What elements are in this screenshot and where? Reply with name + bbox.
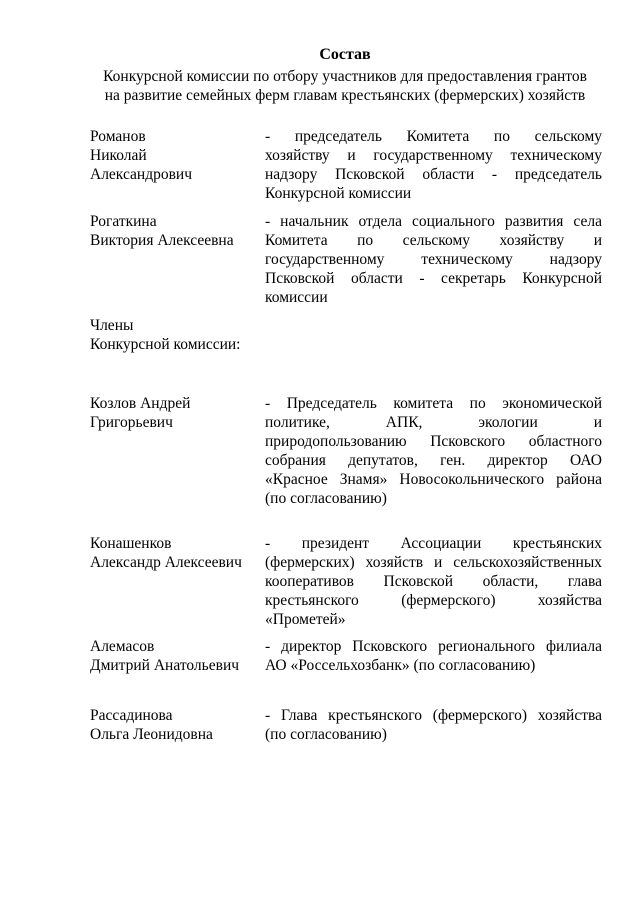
member-name-line: Алемасов <box>90 638 155 655</box>
member-role-line: политике, АПК, экологии и <box>265 414 602 431</box>
member-name <box>90 534 260 572</box>
members-label-line: Члены <box>90 317 134 334</box>
member-name-line: Дмитрий Анатольевич <box>90 657 240 674</box>
member-name-line: Григорьевич <box>90 414 173 431</box>
member-role-line: - председатель Комитета по сельскому <box>265 128 602 145</box>
member-role-line: «Прометей» <box>265 611 346 628</box>
member-name <box>90 637 260 675</box>
member-role-line: кооперативов Псковской области, глава <box>265 573 602 590</box>
document-subtitle-line-2: на развитие семейных ферм главам крестьянских (фермерских) хозяйств <box>104 87 586 104</box>
member-role-line: АО «Россельхозбанк» (по согласованию) <box>265 657 536 674</box>
member-role <box>265 394 602 508</box>
member-role-line: (по согласованию) <box>265 726 387 743</box>
member-role-line: (фермерских) хозяйств и сельскохозяйственных <box>265 554 602 571</box>
member-name <box>90 706 260 744</box>
member-role-line: Конкурсной комиссии <box>265 185 412 202</box>
member-name-line: Козлов Андрей <box>90 395 191 412</box>
member-name-line: Романов <box>90 128 146 145</box>
member-name-line: Рассадинова <box>90 707 173 724</box>
member-role-line: хозяйству и государственному техническому <box>265 147 602 164</box>
member-name-line: Рогаткина <box>90 213 157 230</box>
member-name <box>90 394 260 432</box>
member-role-line: «Красное Знамя» Новосокольнического района <box>265 471 602 488</box>
document-title: Состав <box>319 46 371 63</box>
member-name <box>90 212 260 250</box>
member-role-line: комиссии <box>265 289 328 306</box>
member-name-line: Александрович <box>90 166 192 183</box>
member-role <box>265 534 602 629</box>
member-role-line: - директор Псковского регионального филиала <box>265 638 602 655</box>
member-role-line: - президент Ассоциации крестьянских <box>265 535 602 552</box>
member-role-line: - Глава крестьянского (фермерского) хозяйства <box>265 707 602 724</box>
document-subtitle-line-1: Конкурсной комиссии по отбору участников для предоставления грантов <box>103 68 587 85</box>
member-role-line: - начальник отдела социального развития села <box>265 213 602 230</box>
members-label <box>90 316 240 354</box>
member-role-line: собрания депутатов, ген. директор ОАО <box>265 452 602 469</box>
member-role <box>265 127 602 203</box>
member-role <box>265 212 602 307</box>
member-role-line: Псковской области - секретарь Конкурсной <box>265 270 602 287</box>
member-name <box>90 127 260 184</box>
member-name-line: Александр Алексеевич <box>90 554 242 571</box>
member-name-line: Ольга Леонидовна <box>90 726 213 743</box>
member-role-line: надзору Псковской области - председатель <box>265 166 602 183</box>
member-name-line: Николай <box>90 147 147 164</box>
member-role <box>265 637 602 675</box>
member-role-line: крестьянского (фермерского) хозяйства <box>265 592 602 609</box>
member-role-line: - Председатель комитета по экономической <box>265 395 602 412</box>
member-name-line: Виктория Алексеевна <box>90 232 234 249</box>
member-role <box>265 706 602 744</box>
member-role-line: (по согласованию) <box>265 490 387 507</box>
member-role-line: государственному техническому надзору <box>265 251 602 268</box>
member-role-line: природопользованию Псковского областного <box>265 433 602 450</box>
member-name-line: Конашенков <box>90 535 172 552</box>
members-label-line: Конкурсной комиссии: <box>90 336 241 353</box>
member-role-line: Комитета по сельскому хозяйству и <box>265 232 602 249</box>
